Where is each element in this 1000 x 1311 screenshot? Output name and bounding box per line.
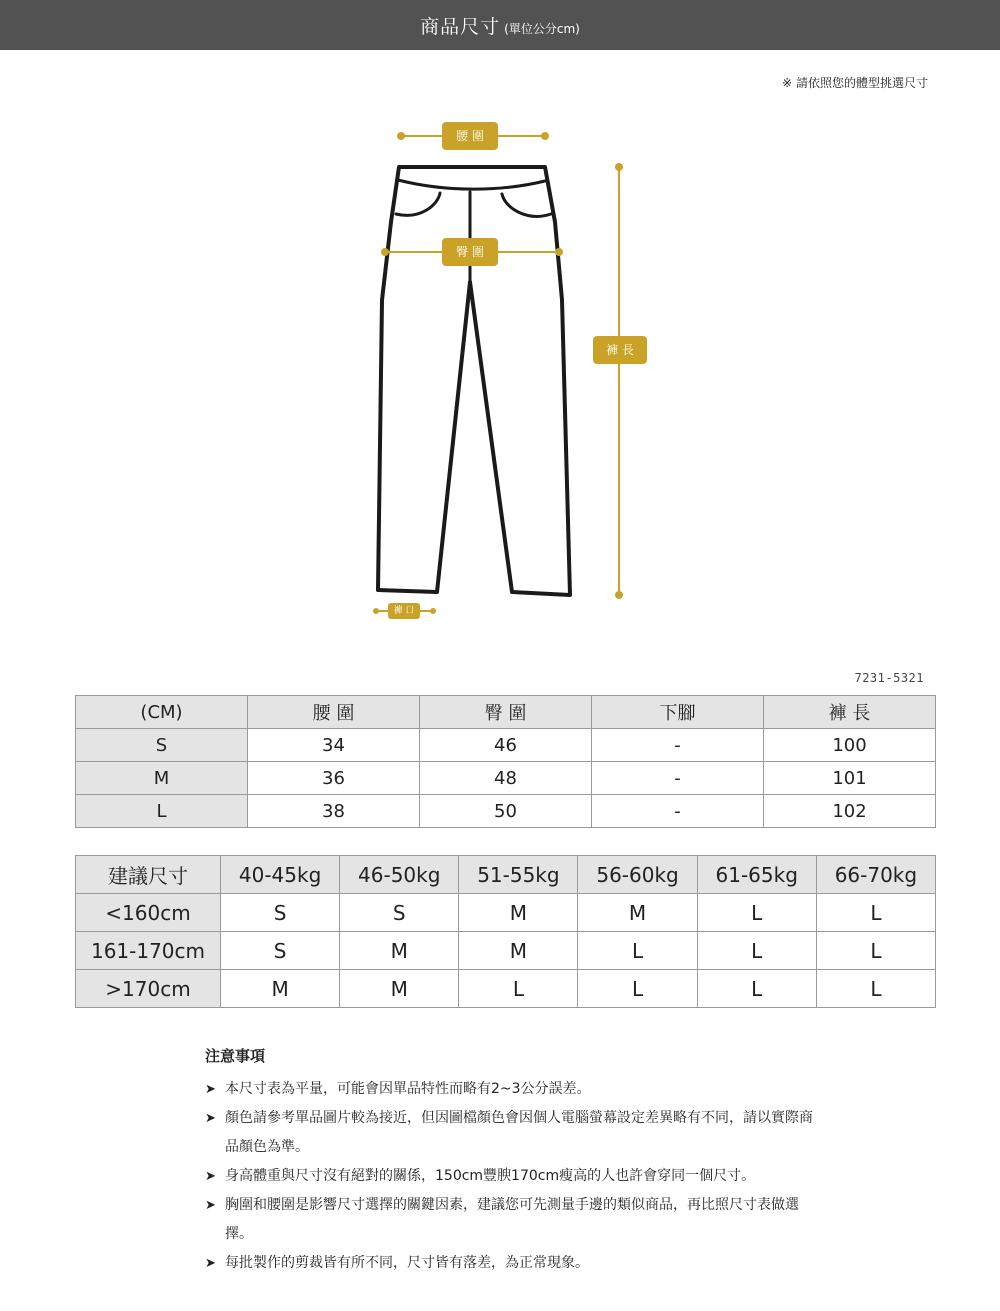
table-cell: M (340, 932, 459, 970)
list-item (205, 1162, 825, 1191)
table-cell: L (816, 932, 935, 970)
arrow-icon: ➤ (205, 1111, 216, 1126)
table-cell: L (578, 970, 697, 1008)
header-cell: 40-45kg (221, 856, 340, 894)
header-cell: 臀 圍 (420, 696, 592, 729)
row-header: <160cm (76, 894, 221, 932)
row-header: L (76, 795, 248, 828)
table-cell: M (578, 894, 697, 932)
header-cell: 建議尺寸 (76, 856, 221, 894)
pants-outline (378, 167, 570, 595)
table-cell: - (592, 795, 764, 828)
table-row (76, 729, 936, 762)
table-cell: L (816, 970, 935, 1008)
header-cell: 56-60kg (578, 856, 697, 894)
note-text: 每批製作的剪裁皆有所不同，尺寸皆有落差，為正常現象。 (225, 1255, 589, 1271)
length-label: 褲 長 (606, 343, 634, 357)
row-header: >170cm (76, 970, 221, 1008)
header-cell: 46-50kg (340, 856, 459, 894)
hem-measure (373, 603, 436, 619)
note-text: 身高體重與尺寸沒有絕對的關係，150cm豐腴170cm瘦高的人也許會穿同一個尺寸。 (225, 1168, 756, 1184)
table-cell: 50 (420, 795, 592, 828)
table-cell: 48 (420, 762, 592, 795)
header-cell: 下腳 (592, 696, 764, 729)
size-table (75, 695, 936, 828)
notes-list (205, 1075, 825, 1278)
notes-title: 注意事項 (205, 1047, 266, 1065)
header-cell: 腰 圍 (248, 696, 420, 729)
arrow-icon: ➤ (205, 1198, 216, 1213)
header-cell: 66-70kg (816, 856, 935, 894)
table-row (76, 795, 936, 828)
waist-measure (397, 122, 549, 150)
table-cell: 101 (764, 762, 936, 795)
length-measure (593, 163, 647, 599)
suggest-size-table (75, 855, 936, 1008)
table-cell: 38 (248, 795, 420, 828)
table-row (76, 932, 936, 970)
page-unit: (單位公分cm) (504, 22, 580, 36)
header-cell: 褲 長 (764, 696, 936, 729)
table-cell: 36 (248, 762, 420, 795)
note-text: 顏色請參考單品圖片較為接近，但因圖檔顏色會因個人電腦螢幕設定差異略有不同，請以實際商品顏色為準。 (225, 1110, 813, 1155)
table-cell: 34 (248, 729, 420, 762)
waist-label: 腰 圍 (456, 129, 484, 143)
table-cell: M (340, 970, 459, 1008)
table-cell: L (578, 932, 697, 970)
table-row (76, 970, 936, 1008)
arrow-icon: ➤ (205, 1082, 216, 1097)
hip-label: 臀 圍 (456, 245, 484, 259)
row-header: S (76, 729, 248, 762)
table-cell: L (697, 894, 816, 932)
list-item (205, 1104, 825, 1162)
table-cell: 100 (764, 729, 936, 762)
header-cell: 51-55kg (459, 856, 578, 894)
hip-measure (381, 238, 563, 266)
note-text: 胸圍和腰圍是影響尺寸選擇的關鍵因素，建議您可先測量手邊的類似商品，再比照尺寸表做選擇。 (225, 1197, 799, 1242)
note-text: 本尺寸表為平量，可能會因單品特性而略有2~3公分誤差。 (225, 1081, 591, 1097)
row-header: M (76, 762, 248, 795)
suggest-table-header (76, 856, 936, 894)
list-item (205, 1191, 825, 1249)
list-item (205, 1249, 825, 1278)
table-cell: - (592, 729, 764, 762)
list-item (205, 1075, 825, 1104)
table-cell: 46 (420, 729, 592, 762)
table-cell: L (816, 894, 935, 932)
table-cell: S (340, 894, 459, 932)
product-code: 7231-5321 (854, 671, 924, 685)
arrow-icon: ➤ (205, 1169, 216, 1184)
table-cell: L (697, 970, 816, 1008)
size-table-header (76, 696, 936, 729)
table-cell: 102 (764, 795, 936, 828)
table-row (76, 762, 936, 795)
row-header: 161-170cm (76, 932, 221, 970)
table-cell: L (459, 970, 578, 1008)
size-note: ※ 請依照您的體型挑選尺寸 (782, 76, 928, 90)
table-cell: M (221, 970, 340, 1008)
table-cell: S (221, 894, 340, 932)
table-row (76, 894, 936, 932)
header-cell: (CM) (76, 696, 248, 729)
header-cell: 61-65kg (697, 856, 816, 894)
page-title: 商品尺寸 (420, 16, 501, 38)
table-cell: L (697, 932, 816, 970)
table-cell: M (459, 932, 578, 970)
arrow-icon: ➤ (205, 1256, 216, 1271)
table-cell: S (221, 932, 340, 970)
table-cell: M (459, 894, 578, 932)
table-cell: - (592, 762, 764, 795)
notes-section (205, 1045, 825, 1278)
hem-label: 褲 口 (393, 606, 415, 616)
